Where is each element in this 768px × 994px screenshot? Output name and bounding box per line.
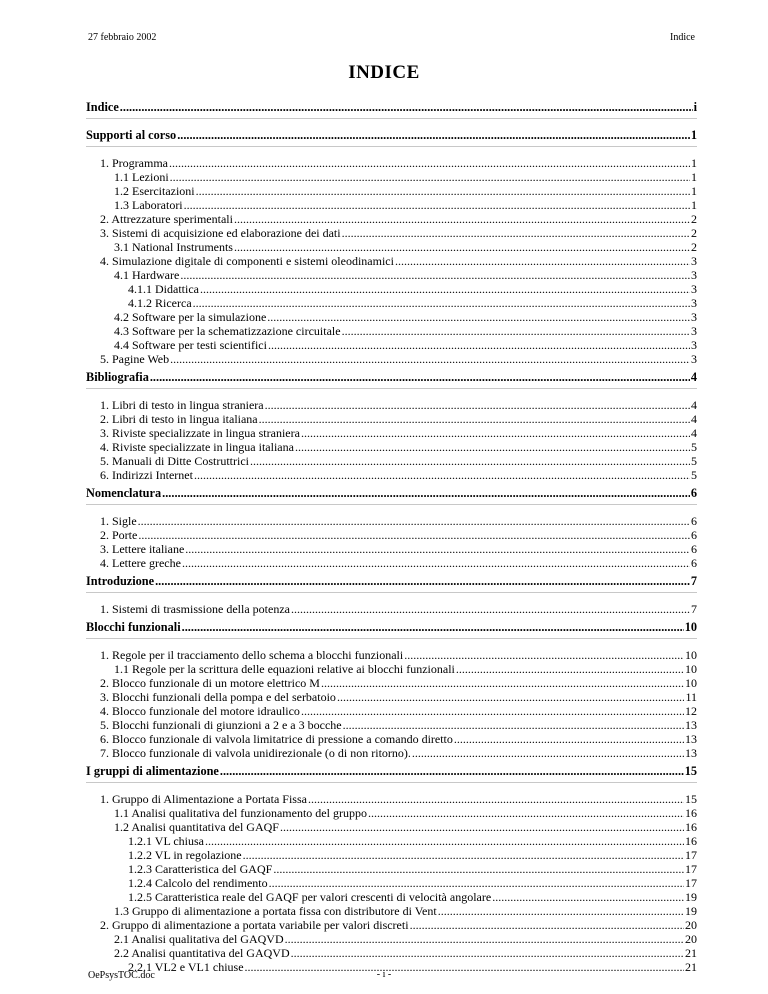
- toc-page-number: 1: [691, 198, 697, 212]
- dot-leader: [180, 268, 690, 283]
- toc-entry-title: 1. Regole per il tracciamento dello schema a blocchi funzionali: [100, 648, 404, 662]
- dot-leader: [234, 240, 690, 255]
- dot-leader: [200, 282, 690, 297]
- toc-page-number: 3: [691, 338, 697, 352]
- dot-leader: [170, 352, 690, 367]
- dot-leader: [194, 468, 690, 483]
- toc-page-number: 13: [685, 746, 697, 760]
- toc-page-number: 13: [685, 732, 697, 746]
- dot-leader: [182, 556, 690, 571]
- toc-entry-title: 2. Porte: [100, 528, 138, 542]
- toc-page-number: 5: [691, 468, 697, 482]
- toc-entry-title: 5. Manuali di Ditte Costruttrici: [100, 454, 249, 468]
- dot-leader: [410, 918, 684, 933]
- toc-entry-title: 7. Blocco funzionale di valvola unidirezionale (o di non ritorno).: [100, 746, 411, 760]
- toc-chapter-title: I gruppi di alimentazione: [86, 764, 219, 778]
- toc-entry-title: 4.4 Software per testi scientifici: [114, 338, 267, 352]
- toc-entry-title: 4. Riviste specializzate in lingua italiana: [100, 440, 294, 454]
- footer-page-number: - i -: [376, 969, 392, 980]
- toc-entry[interactable]: [86, 296, 697, 310]
- toc-entry-title: 4. Lettere greche: [100, 556, 181, 570]
- toc-entry-title: 4. Simulazione digitale di componenti e sistemi oleodinamici: [100, 254, 394, 268]
- toc-page-number: 17: [685, 876, 697, 890]
- toc-page-number: 1: [691, 170, 697, 184]
- toc-entry-title: 1.1 Analisi qualitativa del funzionamento del gruppo: [114, 806, 367, 820]
- toc-entry[interactable]: [86, 282, 697, 296]
- toc-page-number: 3: [691, 254, 697, 268]
- dot-leader: [170, 170, 690, 185]
- toc-page-number: 4: [690, 370, 697, 384]
- toc-chapter[interactable]: [86, 764, 697, 779]
- toc-entry-title: 2. Gruppo di alimentazione a portata variabile per valori discreti: [100, 918, 409, 932]
- toc-entry-title: 4.1.2 Ricerca: [128, 296, 192, 310]
- toc-page-number: 20: [685, 932, 697, 946]
- toc-page-number: 1: [691, 156, 697, 170]
- dot-leader: [162, 486, 690, 501]
- dot-leader: [291, 602, 690, 617]
- chapter-divider: [86, 592, 697, 593]
- dot-leader: [234, 212, 690, 227]
- toc-entry[interactable]: [86, 946, 697, 960]
- toc-chapter-title: Blocchi funzionali: [86, 620, 181, 634]
- header-date: 27 febbraio 2002: [88, 32, 157, 43]
- toc-entry[interactable]: [86, 310, 697, 324]
- toc-entry-title: 2. Attrezzature sperimentali: [100, 212, 233, 226]
- toc-chapter[interactable]: [86, 100, 697, 115]
- toc-entry[interactable]: [86, 212, 697, 226]
- toc-entry[interactable]: [86, 862, 697, 876]
- toc-entry[interactable]: [86, 662, 697, 676]
- toc-entry-title: 1.2 Esercitazioni: [114, 184, 195, 198]
- dot-leader: [295, 440, 690, 455]
- toc-page-number: 16: [685, 820, 697, 834]
- toc-page-number: 1: [690, 128, 697, 142]
- dot-leader: [259, 412, 690, 427]
- toc-entry[interactable]: [86, 918, 697, 932]
- toc-entry[interactable]: [86, 338, 697, 352]
- toc-page-number: 4: [691, 426, 697, 440]
- toc-page-number: 4: [691, 398, 697, 412]
- dot-leader: [265, 398, 690, 413]
- toc-entry[interactable]: [86, 704, 697, 718]
- toc-entry-title: 2. Libri di testo in lingua italiana: [100, 412, 258, 426]
- toc-page-number: 6: [691, 556, 697, 570]
- toc-entry-title: 6. Blocco funzionale di valvola limitatrice di pressione a comando diretto: [100, 732, 453, 746]
- toc-entry-title: 1. Sistemi di trasmissione della potenza: [100, 602, 290, 616]
- toc-entry[interactable]: [86, 542, 697, 556]
- dot-leader: [196, 184, 690, 199]
- toc-entry[interactable]: [86, 468, 697, 482]
- toc-entry[interactable]: [86, 690, 697, 704]
- toc-entry[interactable]: [86, 412, 697, 426]
- dot-leader: [368, 806, 684, 821]
- toc-entry[interactable]: [86, 426, 697, 440]
- toc-page-number: 1: [691, 184, 697, 198]
- toc-page-number: 21: [685, 960, 697, 974]
- toc-entry[interactable]: [86, 732, 697, 746]
- toc-entry[interactable]: [86, 352, 697, 366]
- toc-entry[interactable]: [86, 268, 697, 282]
- dot-leader: [301, 704, 684, 719]
- toc-page-number: 2: [691, 240, 697, 254]
- toc-page-number: 5: [691, 440, 697, 454]
- toc-chapter[interactable]: [86, 574, 697, 589]
- toc-page-number: 6: [691, 514, 697, 528]
- toc-chapter[interactable]: [86, 370, 697, 385]
- toc-entry-title: 1.2.5 Caratteristica reale del GAQF per valori crescenti di velocità angolare: [128, 890, 492, 904]
- toc-page-number: 6: [691, 528, 697, 542]
- dot-leader: [454, 732, 684, 747]
- toc-entry-title: 2.2.1 VL2 e VL1 chiuse: [128, 960, 244, 974]
- toc-page-number: 19: [685, 890, 697, 904]
- toc-entry[interactable]: [86, 932, 697, 946]
- toc-entry-title: 1. Programma: [100, 156, 168, 170]
- toc-entry-title: 1. Libri di testo in lingua straniera: [100, 398, 264, 412]
- toc-entry[interactable]: [86, 254, 697, 268]
- chapter-divider: [86, 782, 697, 783]
- toc-entry[interactable]: [86, 648, 697, 662]
- toc-entry[interactable]: [86, 806, 697, 820]
- toc-page-number: 16: [685, 806, 697, 820]
- toc-entry[interactable]: [86, 528, 697, 542]
- toc-entry[interactable]: [86, 170, 697, 184]
- toc-page-number: 11: [685, 690, 697, 704]
- dot-leader: [243, 848, 684, 863]
- dot-leader: [343, 718, 684, 733]
- dot-leader: [185, 542, 690, 557]
- toc-entry-title: 4.1 Hardware: [114, 268, 180, 282]
- toc-entry-title: 1.1 Regole per la scrittura delle equazioni relative ai blocchi funzionali: [114, 662, 455, 676]
- toc-chapter[interactable]: [86, 128, 697, 143]
- toc-chapter-title: Supporti al corso: [86, 128, 177, 142]
- dot-leader: [150, 370, 690, 385]
- toc-entry-title: 3. Riviste specializzate in lingua straniera: [100, 426, 300, 440]
- toc-entry[interactable]: [86, 890, 697, 904]
- toc-page-number: 3: [691, 310, 697, 324]
- toc-entry[interactable]: [86, 556, 697, 570]
- toc-entry[interactable]: [86, 792, 697, 806]
- toc-page-number: 10: [685, 662, 697, 676]
- toc-chapter-title: Introduzione: [86, 574, 155, 588]
- toc-page-number: 3: [691, 352, 697, 366]
- toc-entry[interactable]: [86, 240, 697, 254]
- toc-entry[interactable]: [86, 848, 697, 862]
- dot-leader: [412, 746, 684, 761]
- toc-entry-title: 3.1 National Instruments: [114, 240, 233, 254]
- dot-leader: [205, 834, 684, 849]
- dot-leader: [220, 764, 684, 779]
- toc-page-number: 15: [685, 792, 697, 806]
- toc-page-number: 21: [685, 946, 697, 960]
- toc-page-number: 6: [691, 542, 697, 556]
- toc-page-number: 3: [691, 296, 697, 310]
- header-section: Indice: [670, 32, 695, 43]
- toc-page-number: 16: [685, 834, 697, 848]
- toc-entry-title: 1. Sigle: [100, 514, 137, 528]
- toc-page-number: 7: [691, 602, 697, 616]
- dot-leader: [456, 662, 684, 677]
- toc-entry[interactable]: [86, 514, 697, 528]
- dot-leader: [395, 254, 690, 269]
- toc-entry[interactable]: [86, 198, 697, 212]
- toc-entry-title: 2.2 Analisi quantitativa del GAQVD: [114, 946, 290, 960]
- table-of-contents: [86, 100, 697, 978]
- dot-leader: [268, 338, 690, 353]
- toc-entry[interactable]: [86, 226, 697, 240]
- toc-entry-title: 4.1.1 Didattica: [128, 282, 199, 296]
- dot-leader: [342, 324, 690, 339]
- toc-entry[interactable]: [86, 398, 697, 412]
- dot-leader: [120, 100, 693, 115]
- dot-leader: [492, 890, 684, 905]
- toc-entry-title: 1.2 Analisi quantitativa del GAQF: [114, 820, 279, 834]
- toc-entry-title: 1.3 Gruppo di alimentazione a portata fissa con distributore di Vent: [114, 904, 437, 918]
- toc-page-number: 19: [685, 904, 697, 918]
- toc-entry-title: 1.1 Lezioni: [114, 170, 169, 184]
- chapter-divider: [86, 118, 697, 119]
- chapter-divider: [86, 504, 697, 505]
- toc-entry[interactable]: [86, 820, 697, 834]
- toc-entry[interactable]: [86, 324, 697, 338]
- dot-leader: [285, 932, 684, 947]
- toc-entry-title: 1.2.1 VL chiusa: [128, 834, 204, 848]
- toc-entry[interactable]: [86, 440, 697, 454]
- toc-page-number: 3: [691, 268, 697, 282]
- toc-page-number: 6: [690, 486, 697, 500]
- dot-leader: [184, 198, 690, 213]
- toc-page-number: 10: [685, 648, 697, 662]
- toc-entry[interactable]: [86, 156, 697, 170]
- toc-chapter-title: Nomenclatura: [86, 486, 162, 500]
- toc-page-number: 3: [691, 282, 697, 296]
- toc-entry-title: 2. Blocco funzionale di un motore elettrico M: [100, 676, 320, 690]
- dot-leader: [138, 514, 690, 529]
- dot-leader: [193, 296, 690, 311]
- footer-filename: OePsysTOC.doc: [88, 970, 155, 981]
- toc-entry-title: 3. Sistemi di acquisizione ed elaborazione dei dati: [100, 226, 341, 240]
- toc-page-number: 17: [685, 848, 697, 862]
- toc-page-number: 17: [685, 862, 697, 876]
- toc-entry-title: 1.2.3 Caratteristica del GAQF: [128, 862, 273, 876]
- dot-leader: [404, 648, 684, 663]
- chapter-divider: [86, 638, 697, 639]
- toc-entry[interactable]: [86, 184, 697, 198]
- toc-page-number: 2: [691, 226, 697, 240]
- toc-entry-title: 3. Lettere italiane: [100, 542, 185, 556]
- toc-page-number: 10: [685, 676, 697, 690]
- dot-leader: [269, 876, 684, 891]
- toc-entry-title: 5. Pagine Web: [100, 352, 170, 366]
- toc-page-number: 15: [684, 764, 697, 778]
- dot-leader: [177, 128, 690, 143]
- toc-entry-title: 1.2.2 VL in regolazione: [128, 848, 242, 862]
- toc-entry-title: 2.1 Analisi qualitativa del GAQVD: [114, 932, 284, 946]
- toc-page-number: 13: [685, 718, 697, 732]
- dot-leader: [438, 904, 684, 919]
- dot-leader: [291, 946, 684, 961]
- toc-page-number: 5: [691, 454, 697, 468]
- toc-page-number: 10: [684, 620, 697, 634]
- dot-leader: [280, 820, 684, 835]
- dot-leader: [138, 528, 690, 543]
- toc-page-number: 7: [690, 574, 697, 588]
- toc-entry[interactable]: [86, 454, 697, 468]
- dot-leader: [169, 156, 690, 171]
- toc-entry[interactable]: [86, 876, 697, 890]
- dot-leader: [308, 792, 684, 807]
- toc-page-number: 20: [685, 918, 697, 932]
- toc-entry-title: 4.3 Software per la schematizzazione circuitale: [114, 324, 341, 338]
- toc-entry-title: 4. Blocco funzionale del motore idraulico: [100, 704, 300, 718]
- toc-entry-title: 5. Blocchi funzionali di giunzioni a 2 e a 3 bocche: [100, 718, 342, 732]
- dot-leader: [321, 676, 684, 691]
- toc-chapter[interactable]: [86, 486, 697, 501]
- toc-chapter[interactable]: [86, 620, 697, 635]
- dot-leader: [267, 310, 690, 325]
- chapter-divider: [86, 388, 697, 389]
- toc-page-number: 12: [685, 704, 697, 718]
- dot-leader: [273, 862, 684, 877]
- toc-page-number: i: [693, 100, 697, 114]
- toc-page-number: 4: [691, 412, 697, 426]
- toc-entry[interactable]: [86, 718, 697, 732]
- toc-entry[interactable]: [86, 676, 697, 690]
- toc-entry-title: 1. Gruppo di Alimentazione a Portata Fissa: [100, 792, 307, 806]
- toc-page-number: 3: [691, 324, 697, 338]
- toc-entry[interactable]: [86, 746, 697, 760]
- toc-entry[interactable]: [86, 834, 697, 848]
- chapter-divider: [86, 146, 697, 147]
- toc-chapter-title: Indice: [86, 100, 119, 114]
- dot-leader: [337, 690, 685, 705]
- dot-leader: [250, 454, 690, 469]
- toc-chapter-title: Bibliografia: [86, 370, 149, 384]
- dot-leader: [301, 426, 690, 441]
- dot-leader: [182, 620, 684, 635]
- toc-entry-title: 6. Indirizzi Internet: [100, 468, 193, 482]
- toc-entry-title: 4.2 Software per la simulazione: [114, 310, 267, 324]
- toc-entry-title: 1.2.4 Calcolo del rendimento: [128, 876, 268, 890]
- dot-leader: [342, 226, 690, 241]
- toc-page-number: 2: [691, 212, 697, 226]
- toc-entry[interactable]: [86, 602, 697, 616]
- dot-leader: [155, 574, 690, 589]
- toc-entry[interactable]: [86, 904, 697, 918]
- page-title: INDICE: [348, 62, 420, 83]
- toc-entry-title: 3. Blocchi funzionali della pompa e del serbatoio: [100, 690, 336, 704]
- toc-entry-title: 1.3 Laboratori: [114, 198, 183, 212]
